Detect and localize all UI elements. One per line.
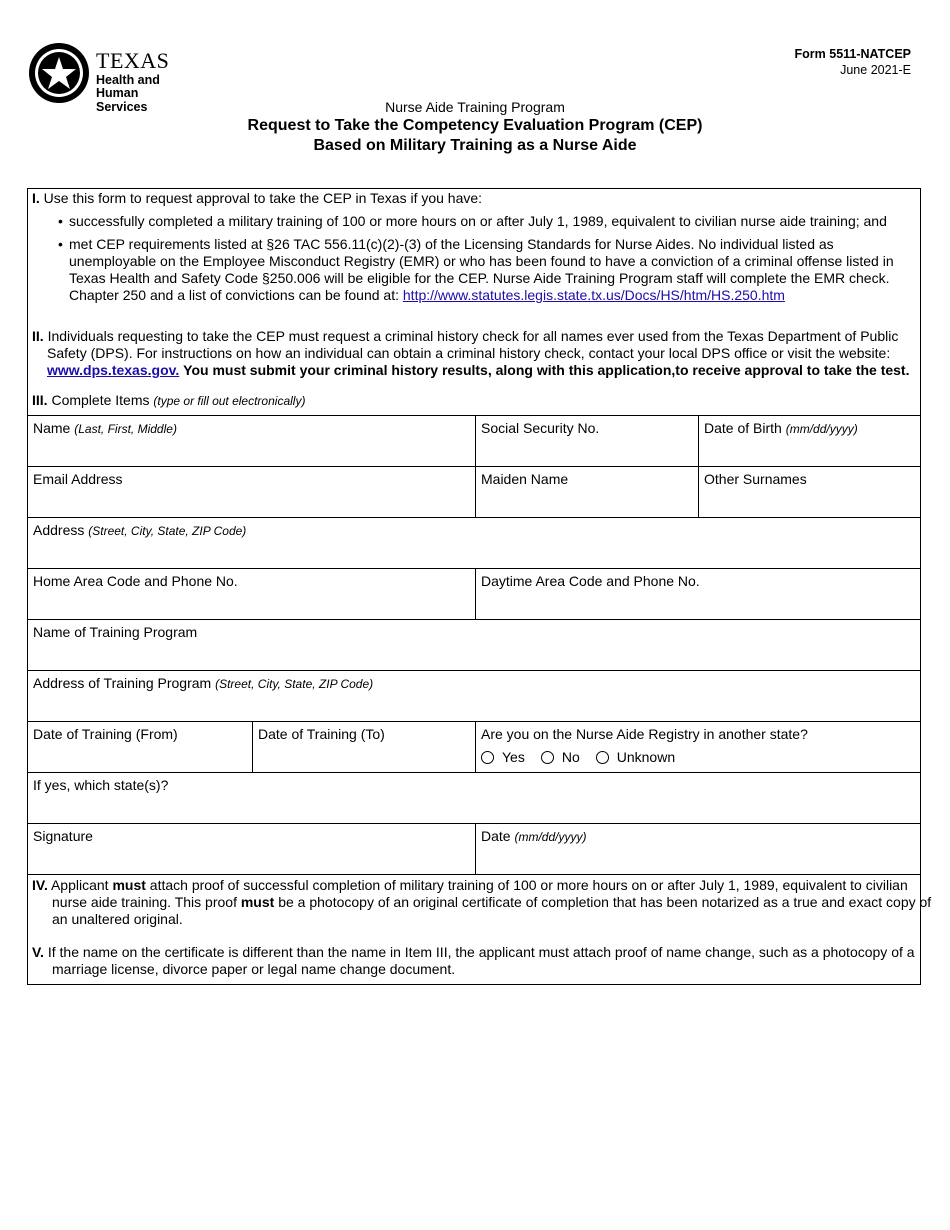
address-label: Address bbox=[33, 522, 85, 538]
bullet-cep-text: met CEP requirements listed at §26 TAC 556.11(c)(2)-(3) of the Licensing Standards for Nurse Aides. No individual listed as unemployable on the Employee Misconduct Registry (EMR) or who has been found to have a conviction of a criminal offense listed in Texas Health and Safety Code §250.006 will be eligible for the CEP. Nurse Aide Training Program staff will complete the EMR check. Chapter 250 and a list of convictions can be found at: bbox=[69, 236, 894, 303]
training-date-from-field[interactable] bbox=[28, 722, 252, 772]
form-number: Form 5511-NATCEP bbox=[794, 47, 911, 61]
radio-circle-icon bbox=[541, 751, 554, 764]
email-field[interactable] bbox=[28, 467, 475, 517]
form-title-line2: Based on Military Training as a Nurse Aide bbox=[313, 137, 637, 154]
bullet-cep-requirements bbox=[58, 236, 908, 304]
registry-question-label: Are you on the Nurse Aide Registry in another state? bbox=[481, 726, 808, 742]
training-date-to-label: Date of Training (To) bbox=[258, 726, 385, 742]
name-hint: (Last, First, Middle) bbox=[74, 422, 177, 436]
home-phone-field[interactable] bbox=[28, 569, 475, 619]
daytime-phone-label: Daytime Area Code and Phone No. bbox=[481, 573, 700, 589]
section-2-bold: You must submit your criminal history results, along with this application,to receive approval to take the test. bbox=[183, 362, 910, 378]
row-address bbox=[28, 517, 920, 568]
program-name: Nurse Aide Training Program bbox=[385, 99, 565, 115]
radio-circle-icon bbox=[596, 751, 609, 764]
name-field[interactable] bbox=[28, 416, 475, 466]
radio-circle-icon bbox=[481, 751, 494, 764]
row-states bbox=[28, 772, 920, 823]
applicant-fields-grid bbox=[28, 415, 920, 875]
dob-field[interactable] bbox=[698, 416, 920, 466]
registry-no-label: No bbox=[561, 749, 580, 765]
training-program-name-label: Name of Training Program bbox=[33, 624, 198, 640]
logo-title: TEXAS bbox=[96, 48, 170, 73]
statutes-link[interactable]: http://www.statutes.legis.state.tx.us/Docs/HS/htm/HS.250.htm bbox=[402, 287, 785, 303]
date-label: Date bbox=[481, 828, 511, 844]
address-field[interactable] bbox=[28, 518, 920, 568]
maiden-label: Maiden Name bbox=[481, 471, 569, 487]
ssn-label: Social Security No. bbox=[481, 420, 600, 436]
registry-question bbox=[475, 722, 920, 772]
training-program-name-field[interactable] bbox=[28, 620, 920, 670]
section-5 bbox=[32, 944, 932, 978]
section-3-hint: (type or fill out electronically) bbox=[153, 394, 306, 408]
other-surnames-field[interactable] bbox=[698, 467, 920, 517]
registry-yes-radio[interactable] bbox=[481, 749, 525, 765]
registry-unknown-label: Unknown bbox=[616, 749, 676, 765]
training-program-address-label: Address of Training Program bbox=[33, 675, 212, 691]
ssn-field[interactable] bbox=[475, 416, 698, 466]
section-4 bbox=[32, 877, 932, 928]
maiden-name-field[interactable] bbox=[475, 467, 698, 517]
section-1-intro bbox=[32, 190, 482, 207]
section-5-number: V. bbox=[32, 944, 44, 960]
date-hint: (mm/dd/yyyy) bbox=[514, 830, 587, 844]
signature-field[interactable] bbox=[28, 824, 475, 874]
which-states-field[interactable] bbox=[28, 773, 920, 823]
logo-subtitle-2: Services bbox=[96, 100, 148, 114]
date-field[interactable] bbox=[475, 824, 920, 874]
dps-link[interactable]: www.dps.texas.gov. bbox=[47, 362, 180, 378]
dob-hint: (mm/dd/yyyy) bbox=[785, 422, 858, 436]
logo-subtitle-1: Health and Human bbox=[96, 73, 160, 100]
row-name bbox=[28, 415, 920, 466]
address-hint: (Street, City, State, ZIP Code) bbox=[88, 524, 247, 538]
form-identifier bbox=[795, 46, 911, 78]
form-frame bbox=[27, 188, 932, 985]
registry-radio-group bbox=[481, 749, 915, 765]
section-3-header bbox=[32, 392, 305, 410]
bullet-military-training: • successfully completed a military training of 100 or more hours on or after July 1, 1989, equivalent to civilian nurse aide training; and bbox=[58, 213, 908, 230]
registry-yes-label: Yes bbox=[502, 749, 525, 765]
signature-label: Signature bbox=[33, 828, 93, 844]
section-4-text-c: be a photocopy of an original certificate of completion that has been notarized as a true and exact copy of an unaltered original. bbox=[52, 894, 932, 927]
registry-no-radio[interactable] bbox=[541, 749, 580, 765]
section-4-must-2: must bbox=[240, 894, 275, 910]
row-email bbox=[28, 466, 920, 517]
registry-unknown-radio[interactable] bbox=[596, 749, 675, 765]
section-4-text-b: attach proof of successful completion of military training of 100 or more hours on or after July 1, 1989, equivalent to civilian nurse aide training. This proof bbox=[52, 877, 908, 910]
texas-seal-icon bbox=[28, 40, 90, 106]
name-label: Name bbox=[33, 420, 71, 436]
row-program-name bbox=[28, 619, 920, 670]
section-4-number: IV. bbox=[32, 877, 48, 893]
other-surnames-label: Other Surnames bbox=[704, 471, 807, 487]
form-title-line1: Request to Take the Competency Evaluation Program (CEP) bbox=[247, 117, 703, 134]
section-2-text: Individuals requesting to take the CEP must request a criminal history check for all names ever used from the Texas Department of Public Safety (DPS). For instructions on how an individual can obtain a criminal history check, contact your local DPS office or visit the website: bbox=[47, 328, 899, 361]
section-1-bullets bbox=[58, 213, 908, 310]
training-date-from-label: Date of Training (From) bbox=[33, 726, 178, 742]
row-signature bbox=[28, 823, 920, 875]
form-titles bbox=[0, 99, 950, 156]
form-date: June 2021-E bbox=[840, 63, 911, 77]
section-1-text: Use this form to request approval to take the CEP in Texas if you have: bbox=[43, 190, 483, 206]
training-program-address-hint: (Street, City, State, ZIP Code) bbox=[215, 677, 374, 691]
home-phone-label: Home Area Code and Phone No. bbox=[33, 573, 238, 589]
section-4-must-1: must bbox=[112, 877, 146, 893]
row-phone bbox=[28, 568, 920, 619]
training-program-address-field[interactable] bbox=[28, 671, 920, 721]
which-states-label: If yes, which state(s)? bbox=[33, 777, 169, 793]
section-2 bbox=[32, 328, 927, 379]
section-4-text-a: Applicant bbox=[50, 877, 109, 893]
training-date-to-field[interactable] bbox=[252, 722, 475, 772]
email-label: Email Address bbox=[33, 471, 123, 487]
row-program-address bbox=[28, 670, 920, 721]
section-3-number: III. bbox=[32, 392, 48, 408]
section-2-number: II. bbox=[32, 328, 44, 344]
row-training-dates bbox=[28, 721, 920, 772]
section-5-text: If the name on the certificate is different than the name in Item III, the applicant must attach proof of name change, such as a photocopy of a marriage license, divorce paper or legal name change document. bbox=[47, 944, 915, 977]
daytime-phone-field[interactable] bbox=[475, 569, 920, 619]
dob-label: Date of Birth bbox=[704, 420, 782, 436]
section-1-number: I. bbox=[32, 190, 40, 206]
section-3-label: Complete Items bbox=[51, 392, 150, 408]
